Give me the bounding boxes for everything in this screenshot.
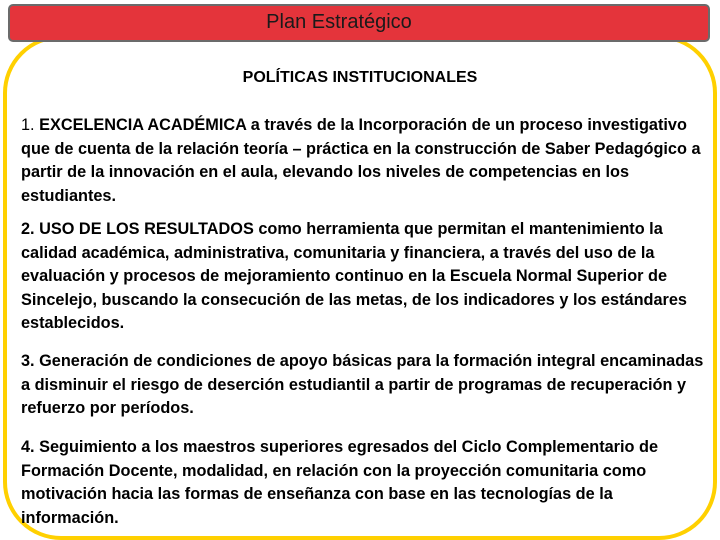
policy-item-4 [21, 436, 706, 530]
policy-text: Generación de condiciones de apoyo básicas para la formación integral encaminadas a disminuir el riesgo de deserción estudiantil a partir de programas de recuperación y refuerzo por períodos. [21, 352, 704, 417]
section-heading: POLÍTICAS INSTITUCIONALES [242, 69, 478, 86]
policy-number: 4. [21, 438, 35, 456]
policy-item-2 [21, 218, 706, 336]
policy-text: Seguimiento a los maestros superiores egresados del Ciclo Complementario de Formación Docente, modalidad, en relación con la proyección comunitaria como motivación hacia las formas de enseñanza con base en las tecnologías de la información. [21, 438, 658, 527]
policy-number: 3. [21, 352, 35, 370]
policy-number: 1. [21, 116, 35, 134]
policy-item-1 [21, 114, 706, 208]
policy-number: 2. [21, 220, 35, 238]
title-bar [8, 4, 710, 42]
policy-text: USO DE LOS RESULTADOS como herramienta que permitan el mantenimiento la calidad académica, administrativa, comunitaria y financiera, a través del uso de la evaluación y procesos de mejoramiento continuo en la Escuela Normal Superior de Sincelejo, buscando la consecución de las metas, de los indicadores y los estándares establecidos. [21, 220, 687, 332]
page-title: Plan Estratégico [266, 11, 412, 33]
policy-text: EXCELENCIA ACADÉMICA a través de la Incorporación de un proceso investigativo que de cuenta de la relación teoría – práctica en la construcción de Saber Pedagógico a partir de la innovación en el aula, elevando los niveles de competencias en los estudiantes. [21, 116, 701, 205]
policy-item-3 [21, 350, 706, 421]
